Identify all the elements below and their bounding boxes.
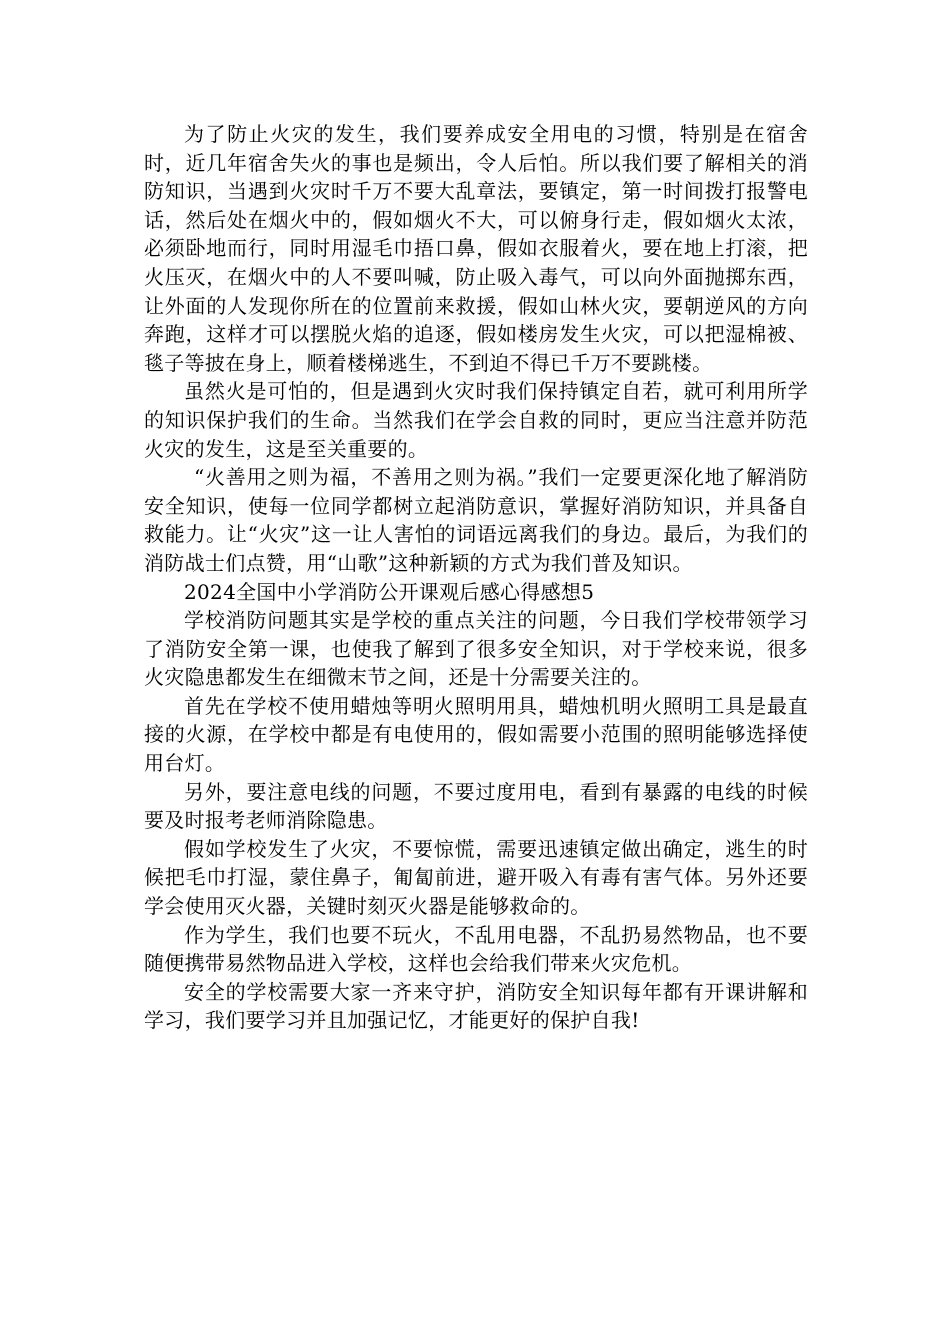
paragraph-conclusion: 安全的学校需要大家一齐来守护，消防安全知识每年都有开课讲解和学习，我们要学习并且加强记忆，才能更好的保护自我!: [144, 979, 808, 1033]
paragraph-school-focus: 学校消防问题其实是学校的重点关注的问题，今日我们学校带领学习了消防安全第一课，也使我了解到了很多安全知识，对于学校来说，很多火灾隐患都发生在细微末节之间，还是十分需要关注的。: [144, 608, 808, 690]
paragraph-fire-prevention-habits: 为了防止火灾的发生，我们要养成安全用电的习惯，特别是在宿舍时，近几年宿舍失火的事也是频出，令人后怕。所以我们要了解相关的消防知识，当遇到火灾时千万不要大乱章法，要镇定，第一时间拨打报警电话，然后处在烟火中的，假如烟火不大，可以俯身行走，假如烟火太浓，必须卧地而行，同时用湿毛巾捂口鼻，假如衣服着火，要在地上打滚，把火压灭，在烟火中的人不要叫喊，防止吸入毒气，可以向外面抛掷东西，让外面的人发现你所在的位置前来救援，假如山林火灾，要朝逆风的方向奔跑，这样才可以摆脱火焰的追逐，假如楼房发生火灾，可以把湿棉被、毯子等披在身上，顺着楼梯逃生，不到迫不得已千万不要跳楼。: [144, 122, 808, 375]
paragraph-escape: 假如学校发生了火灾，不要惊慌，需要迅速镇定做出确定，逃生的时候把毛巾打湿，蒙住鼻子，匍匐前进，避开吸入有毒有害气体。另外还要学会使用灭火器，关键时刻灭火器是能够救命的。: [144, 836, 808, 919]
paragraph-students: 作为学生，我们也要不玩火，不乱用电器，不乱扔易然物品，也不要随便携带易然物品进入学校，这样也会给我们带来火灾危机。: [144, 922, 808, 976]
paragraph-no-candles: 首先在学校不使用蜡烛等明火照明用具，蜡烛机明火照明工具是最直接的火源，在学校中都是有电使用的，假如需要小范围的照明能够选择使用台灯。: [144, 693, 808, 776]
section-heading: 2024全国中小学消防公开课观后感心得感想5: [184, 579, 595, 604]
document-page: [144, 120, 808, 1035]
paragraph-wiring: 另外，要注意电线的问题，不要过度用电，看到有暴露的电线的时候要及时报考老师消除隐患。: [144, 779, 808, 833]
paragraph-quote: “火善用之则为福，不善用之则为祸。”我们一定要更深化地了解消防安全知识，使每一位同学都树立起消防意识，掌握好消防知识，并具备自救能力。让“火灾”这一让人害怕的词语远离我们的身边。最后，为我们的消防战士们点赞，用“山歌”这种新颖的方式为我们普及知识。: [144, 465, 808, 575]
paragraph-stay-calm: 虽然火是可怕的，但是遇到火灾时我们保持镇定自若，就可利用所学的知识保护我们的生命。当然我们在学会自救的同时，更应当注意并防范火灾的发生，这是至关重要的。: [144, 379, 808, 461]
